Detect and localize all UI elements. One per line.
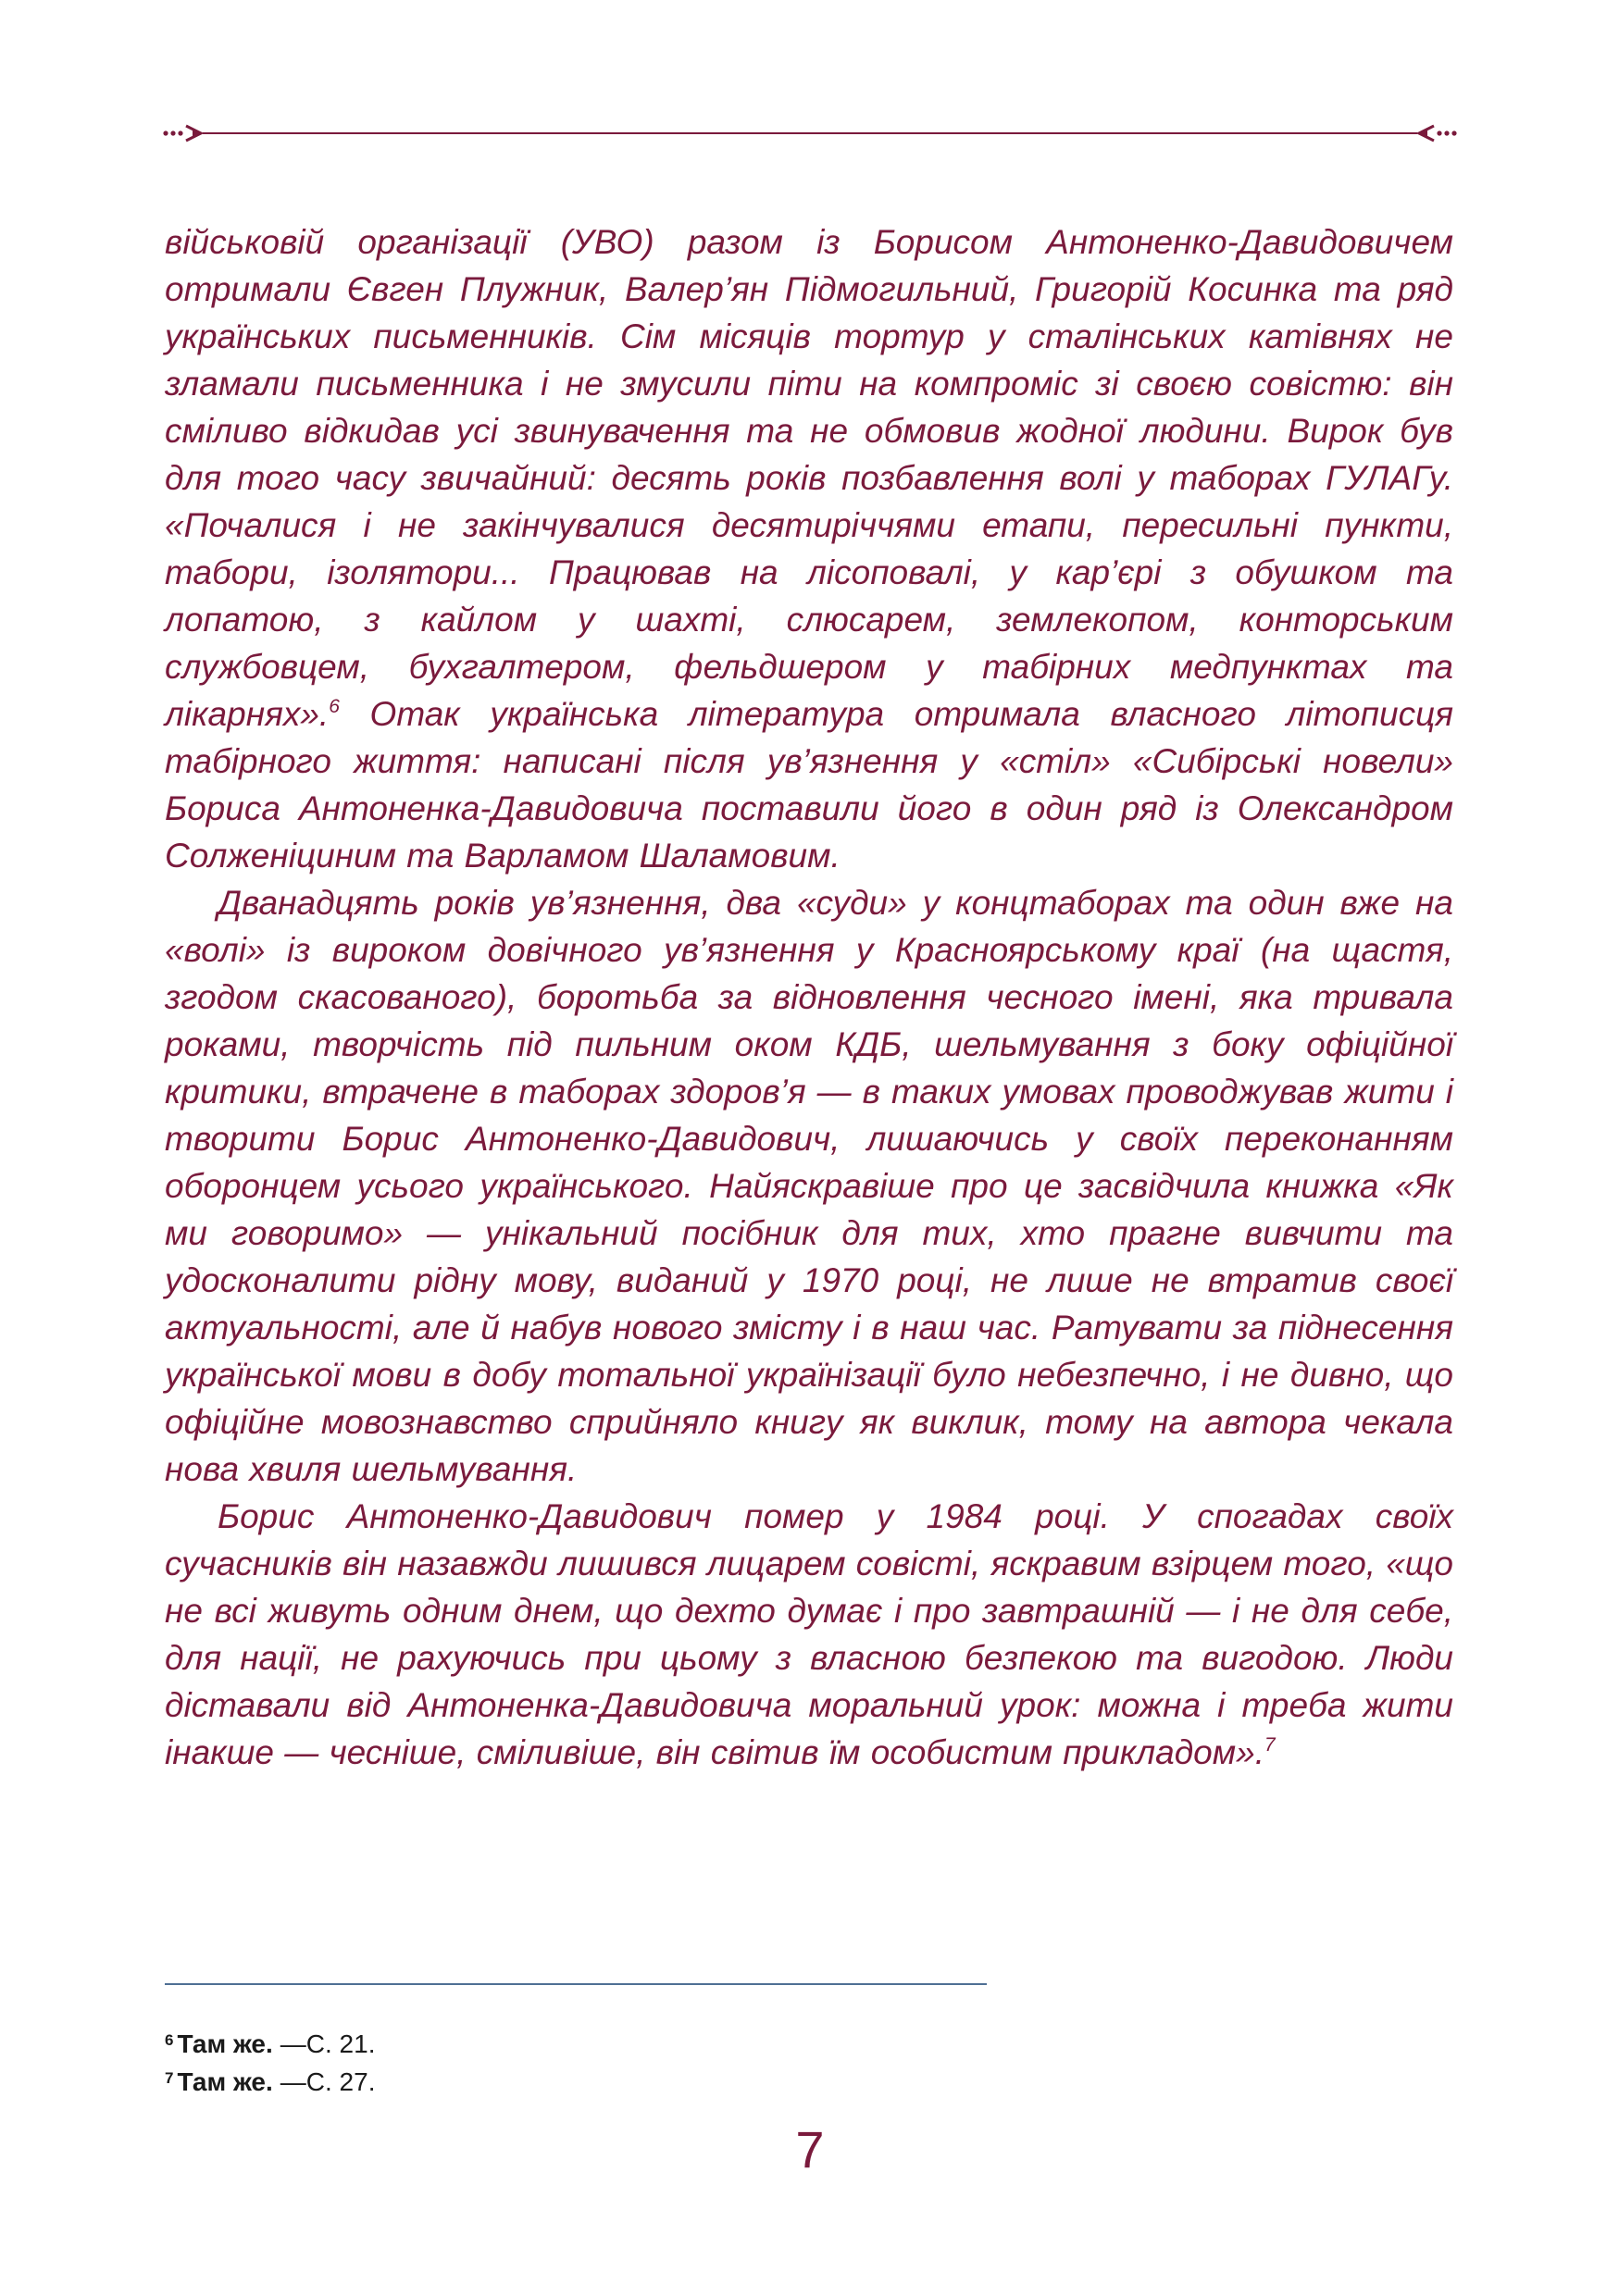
paragraph-2 (165, 879, 1453, 1493)
footnote-page-ref: —С. 21. (280, 2029, 376, 2058)
footnote-7 (165, 2061, 375, 2099)
header-ornament-rule (162, 122, 1458, 144)
page-number: 7 (795, 2120, 825, 2178)
footnote-number: 7 (165, 2069, 174, 2087)
paragraph-1 (165, 218, 1453, 879)
footnote-ref-6: 6 (329, 696, 340, 717)
main-text (165, 218, 1453, 1776)
footnote-number: 6 (165, 2031, 174, 2049)
paragraph-1-text-a: військовій організації (УВО) разом із Борисом Антоненко-Давидовичем отримали Євген Плужник, Валер’ян Підмогильний, Григорій Косинка та ряд українських письменників. Сім місяців тортур у сталінських катівнях не зламали письменника і не змусили піти на компроміс зі своєю совістю: він сміливо відкидав усі звинувачення та не обмовив жодної людини. Вирок був для того часу звичайний: десять років позбавлення волі у таборах ГУЛАГу. «Почалися і не закінчувалися десятиріччями етапи, пересильні пункти, табори, ізолятори... Працював на лісоповалі, у кар’єрі з обушком та лопатою, з кайлом у шахті, слюсарем, землекопом, конторським службовцем, бухгалтером, фельдшером у табірних медпунктах та лікарнях». (165, 223, 1453, 733)
footnote-page-ref: —С. 27. (280, 2067, 376, 2096)
footnote-ref-7: 7 (1264, 1734, 1276, 1756)
paragraph-3 (165, 1493, 1453, 1776)
paragraph-2-text: Дванадцять років ув’язнення, два «суди» у концтаборах та один вже на «волі» із вироком довічного ув’язнення у Красноярському краї (на щастя, згодом скасованого), боротьба за відновлення чесного імені, яка тривала роками, творчість під пильним оком КДБ, шельмування з боку офіційної критики, втрачене в таборах здоров’я — в таких умовах проводжував жити і творити Борис Антоненко-Давидович, лишаючись у своїх переконанням оборонцем усього українського. Найяскравіше про це засвідчила книжка «Як ми говоримо» — унікальний посібник для тих, хто прагне вивчити та удосконалити рідну мову, виданий у 1970 році, не лише не втратив своєї актуальності, але й набув нового змісту і в наш час. Ратувати за піднесення української мови в добу тотальної українізації було небезпечно, і не дивно, що офіційне мовознавство сприйняло книгу як виклик, тому на автора чекала нова хвиля шельмування. (165, 884, 1453, 1488)
footnote-6 (165, 2023, 375, 2061)
paragraph-3-text: Борис Антоненко-Давидович помер у 1984 році. У спогадах своїх сучасників він назавжди лишився лицарем совісті, яскравим взірцем того, «що не всі живуть одним днем, що дехто думає і про завтрашній — і не для себе, для нації, не рахуючись при цьому з власною безпекою та вигодою. Люди діставали від Антоненка-Давидовича моральний урок: можна і треба жити інакше — чесніше, сміливіше, він світив їм особистим прикладом». (165, 1497, 1453, 1771)
paragraph-1-text-b: Отак українська література отримала власного літописця табірного життя: написані після ув’язнення у «стіл» «Сибірські новели» Бориса Антоненка-Давидовича поставили його в один ряд із Олександром Солженіциним та Варламом Шаламовим. (165, 695, 1453, 875)
footnotes (165, 2023, 375, 2099)
footnote-divider (165, 1983, 987, 1985)
footnote-source: Там же. (177, 2029, 273, 2058)
footnote-source: Там же. (177, 2067, 273, 2096)
